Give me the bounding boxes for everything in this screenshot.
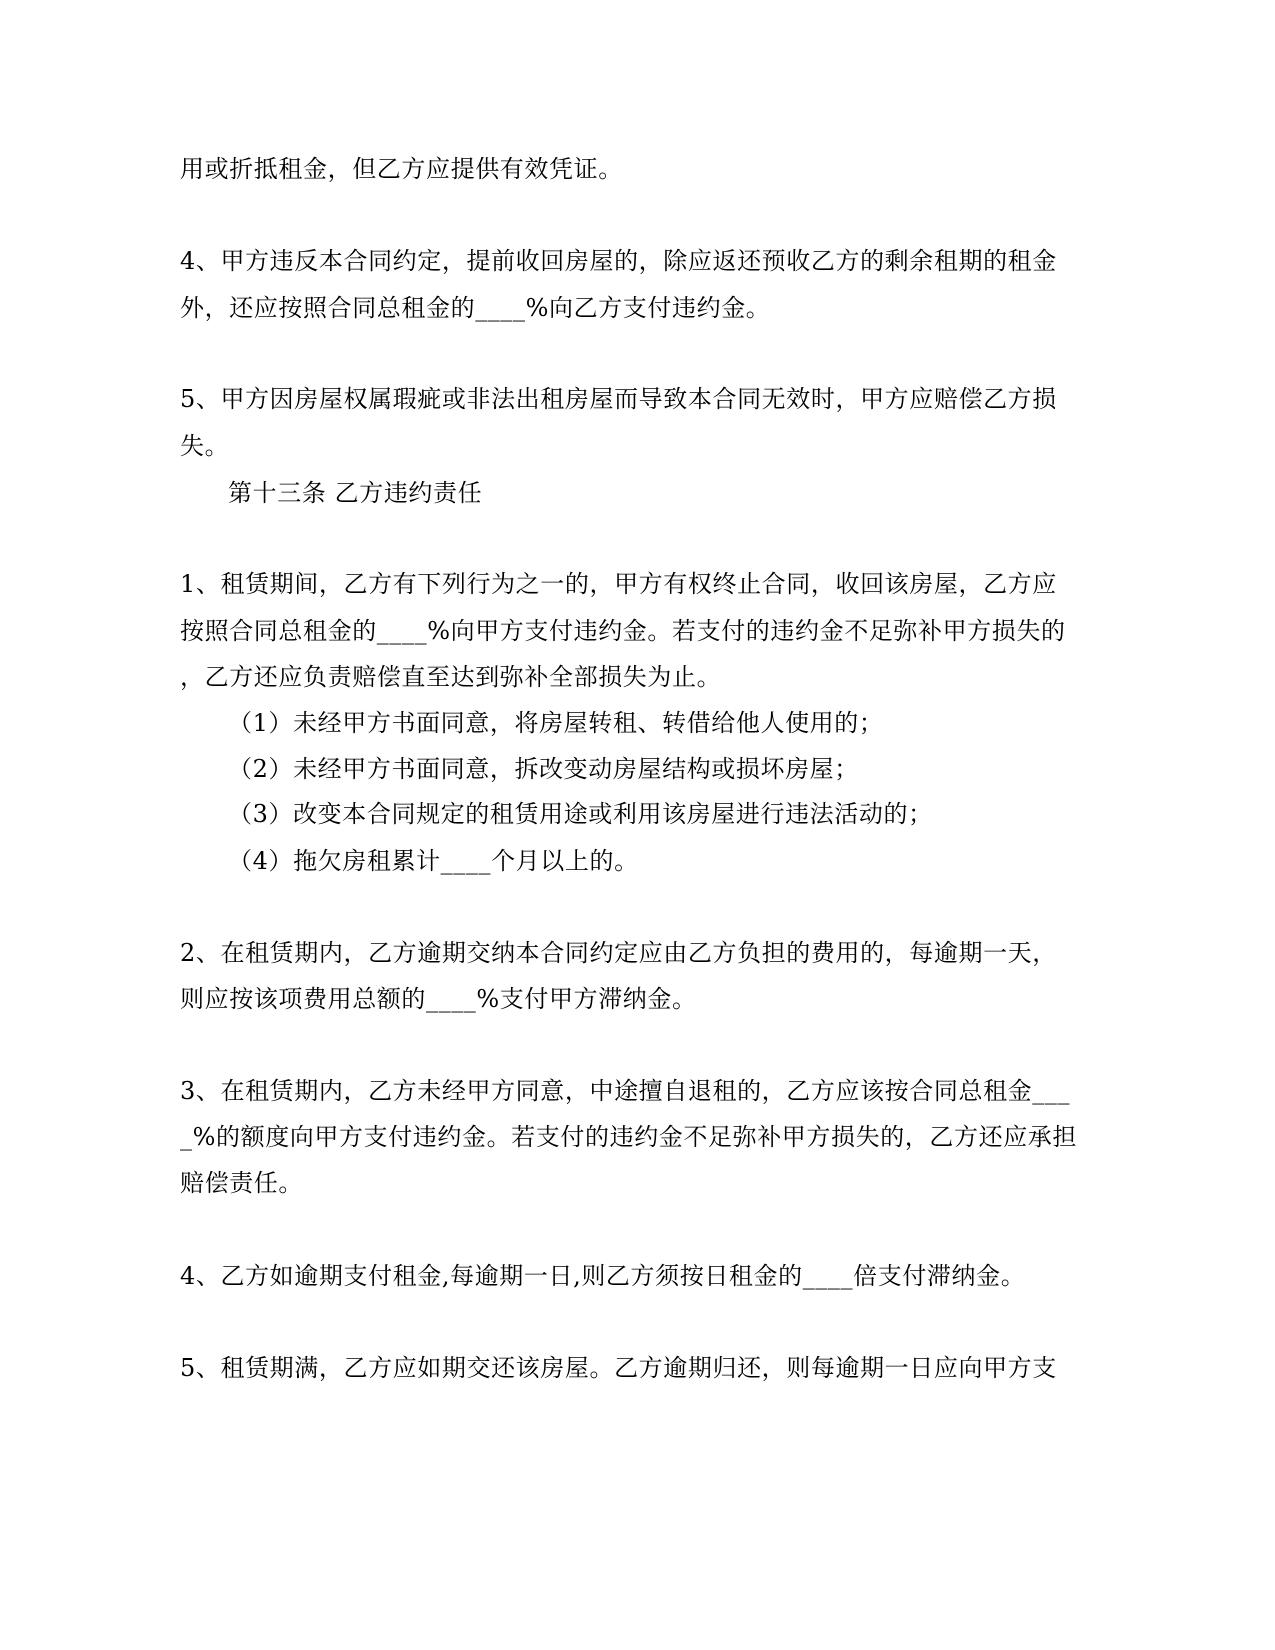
clause-13-1-line-3: ，乙方还应负责赔偿直至达到弥补全部损失为止。 bbox=[180, 663, 722, 691]
clause-13-4-line-1: 4、乙方如逾期支付租金,每逾期一日,则乙方须按日租金的____倍支付滞纳金。 bbox=[180, 1262, 1026, 1290]
clause-13-5-line-1: 5、租赁期满，乙方应如期交还该房屋。乙方逾期归还，则每逾期一日应向甲方支 bbox=[180, 1354, 1057, 1382]
clause-12-5-line-2: 失。 bbox=[180, 432, 230, 460]
clause-13-1-line-1: 1、租赁期间，乙方有下列行为之一的，甲方有权终止合同，收回该房屋，乙方应 bbox=[180, 570, 1057, 598]
clause-13-2-line-2: 则应按该项费用总额的____%支付甲方滞纳金。 bbox=[180, 985, 697, 1013]
clause-13-3-line-2: _%的额度向甲方支付违约金。若支付的违约金不足弥补甲方损失的，乙方还应承担 bbox=[180, 1123, 1078, 1151]
sub-item-2: （2）未经甲方书面同意，拆改变动房屋结构或损坏房屋； bbox=[228, 755, 859, 783]
clause-13-3-line-3: 赔偿责任。 bbox=[180, 1169, 303, 1197]
sub-item-4: （4）拖欠房租累计____个月以上的。 bbox=[228, 847, 639, 875]
clause-12-4-line-1: 4、甲方违反本合同约定，提前收回房屋的，除应返还预收乙方的剩余租期的租金 bbox=[180, 247, 1057, 275]
clause-13-2-line-1: 2、在租赁期内，乙方逾期交纳本合同约定应由乙方负担的费用的，每逾期一天， bbox=[180, 939, 1057, 967]
clause-12-5-line-1: 5、甲方因房屋权属瑕疵或非法出租房屋而导致本合同无效时，甲方应赔偿乙方损 bbox=[180, 385, 1057, 413]
clause-12-4-line-2: 外，还应按照合同总租金的____%向乙方支付违约金。 bbox=[180, 294, 771, 322]
article-13-heading: 第十三条 乙方违约责任 bbox=[228, 479, 483, 507]
clause-13-1-line-2: 按照合同总租金的____%向甲方支付违约金。若支付的违约金不足弥补甲方损失的 bbox=[180, 617, 1066, 645]
text-line-1: 用或折抵租金，但乙方应提供有效凭证。 bbox=[180, 155, 623, 183]
clause-13-3-line-1: 3、在租赁期内，乙方未经甲方同意，中途擅自退租的，乙方应该按合同总租金___ bbox=[180, 1077, 1071, 1105]
sub-item-3: （3）改变本合同规定的租赁用途或利用该房屋进行违法活动的； bbox=[228, 800, 933, 828]
sub-item-1: （1）未经甲方书面同意，将房屋转租、转借给他人使用的； bbox=[228, 709, 884, 737]
